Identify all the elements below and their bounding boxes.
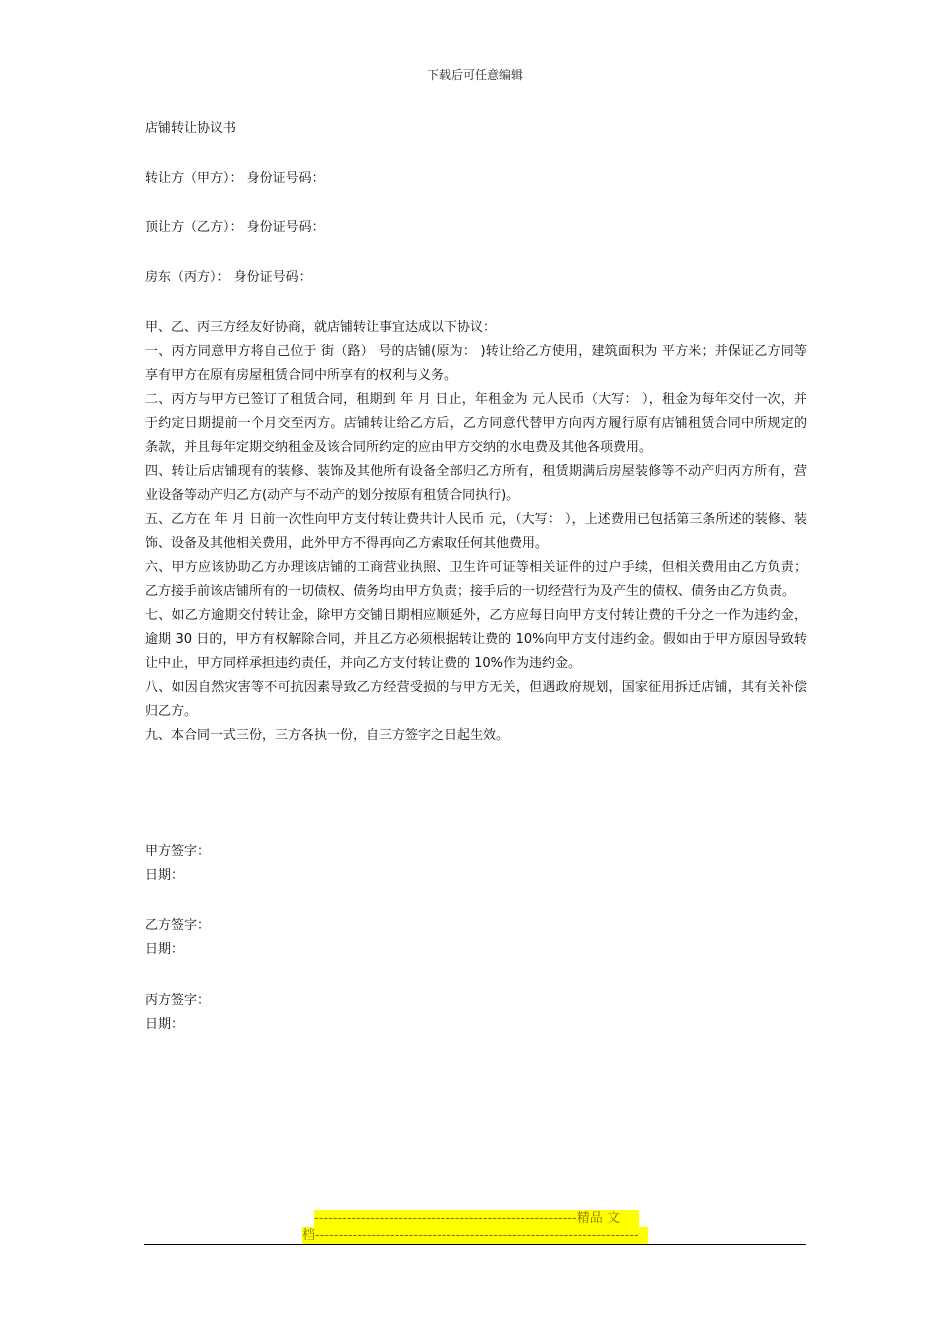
agreement-body [145,316,807,748]
signature-label: 丙方签字： [145,993,211,1008]
signature-label: 甲方签字： [145,844,211,859]
clause-8: 八、如因自然灾害等不可抗因素导致乙方经营受损的与甲方无关，但遇政府规划，国家征用拆迁店铺，其有关补偿归乙方。 [145,680,807,719]
clause-6: 六、甲方应该协助乙方办理该店铺的工商营业执照、卫生许可证等相关证件的过户手续，但相关费用由乙方负责；乙方接手前该店铺所有的一切债权、债务均由甲方负责；接手后的一切经营行为及产生的债权、债务由乙方负责。 [145,560,807,599]
document-title: 店铺转让协议书 [145,121,237,136]
footer-divider [144,1244,806,1245]
clause-1: 一、丙方同意甲方将自己位于 街（路） 号的店铺(原为： )转让给乙方使用，建筑面积为 平方米；并保证乙方同等享有甲方在原有房屋租赁合同中所享有的权利与义务。 [145,344,807,383]
clause-7: 七、如乙方逾期交付转让金，除甲方交铺日期相应顺延外，乙方应每日向甲方支付转让费的千分之一作为违约金，逾期 30 日的，甲方有权解除合同，并且乙方必须根据转让费的 10%向甲方支付违约金。假如由于甲方原因导致转让中止，甲方同样承担违约责任，并向乙方支付转让费的 10%作为违约金。 [145,608,807,671]
signature-label: 乙方签字： [145,918,211,933]
footer-banner [302,1210,648,1244]
footer-banner-line-1: --------------------------------------------------------精品 文 [314,1210,639,1227]
clause-2: 二、丙方与甲方已签订了租赁合同，租期到 年 月 日止，年租金为 元人民币（大写： ），租金为每年交付一次，并于约定日期提前一个月交至丙方。店铺转让给乙方后，乙方同意代替甲方向丙方履行原有店铺租赁合同中所规定的条款，并且每年定期交纳租金及该合同所约定的应由甲方交纳的水电费及其他各项费用。 [145,392,807,455]
clause-9: 九、本合同一式三份，三方各执一份，自三方签字之日起生效。 [145,728,510,743]
clause-intro: 甲、乙、丙三方经友好协商，就店铺转让事宜达成以下协议： [145,320,497,335]
clause-5: 五、乙方在 年 月 日前一次性向甲方支付转让费共计人民币 元，（大写： ），上述费用已包括第三条所述的装修、装饰、设备及其他相关费用，此外甲方不得再向乙方索取任何其他费用。 [145,512,807,551]
signature-block-party-c [145,989,807,1037]
signature-date: 日期： [145,942,185,957]
footer-banner-line-2: 档--------------------------------------------------------------------- [302,1227,648,1244]
header-note: 下载后可任意编辑 [426,68,523,82]
signature-date: 日期： [145,868,185,883]
party-a-line: 转让方（甲方）： 身份证号码： [145,171,325,186]
party-c-line: 房东（丙方）： 身份证号码： [145,270,312,285]
party-b-line: 顶让方（乙方）： 身份证号码： [145,220,325,235]
signature-date: 日期： [145,1017,185,1032]
signature-block-party-b [145,914,807,962]
clause-4: 四、转让后店铺现有的装修、装饰及其他所有设备全部归乙方所有，租赁期满后房屋装修等不动产归丙方所有，营业设备等动产归乙方(动产与不动产的划分按原有租赁合同执行)。 [145,464,807,503]
signature-block-party-a [145,840,807,888]
